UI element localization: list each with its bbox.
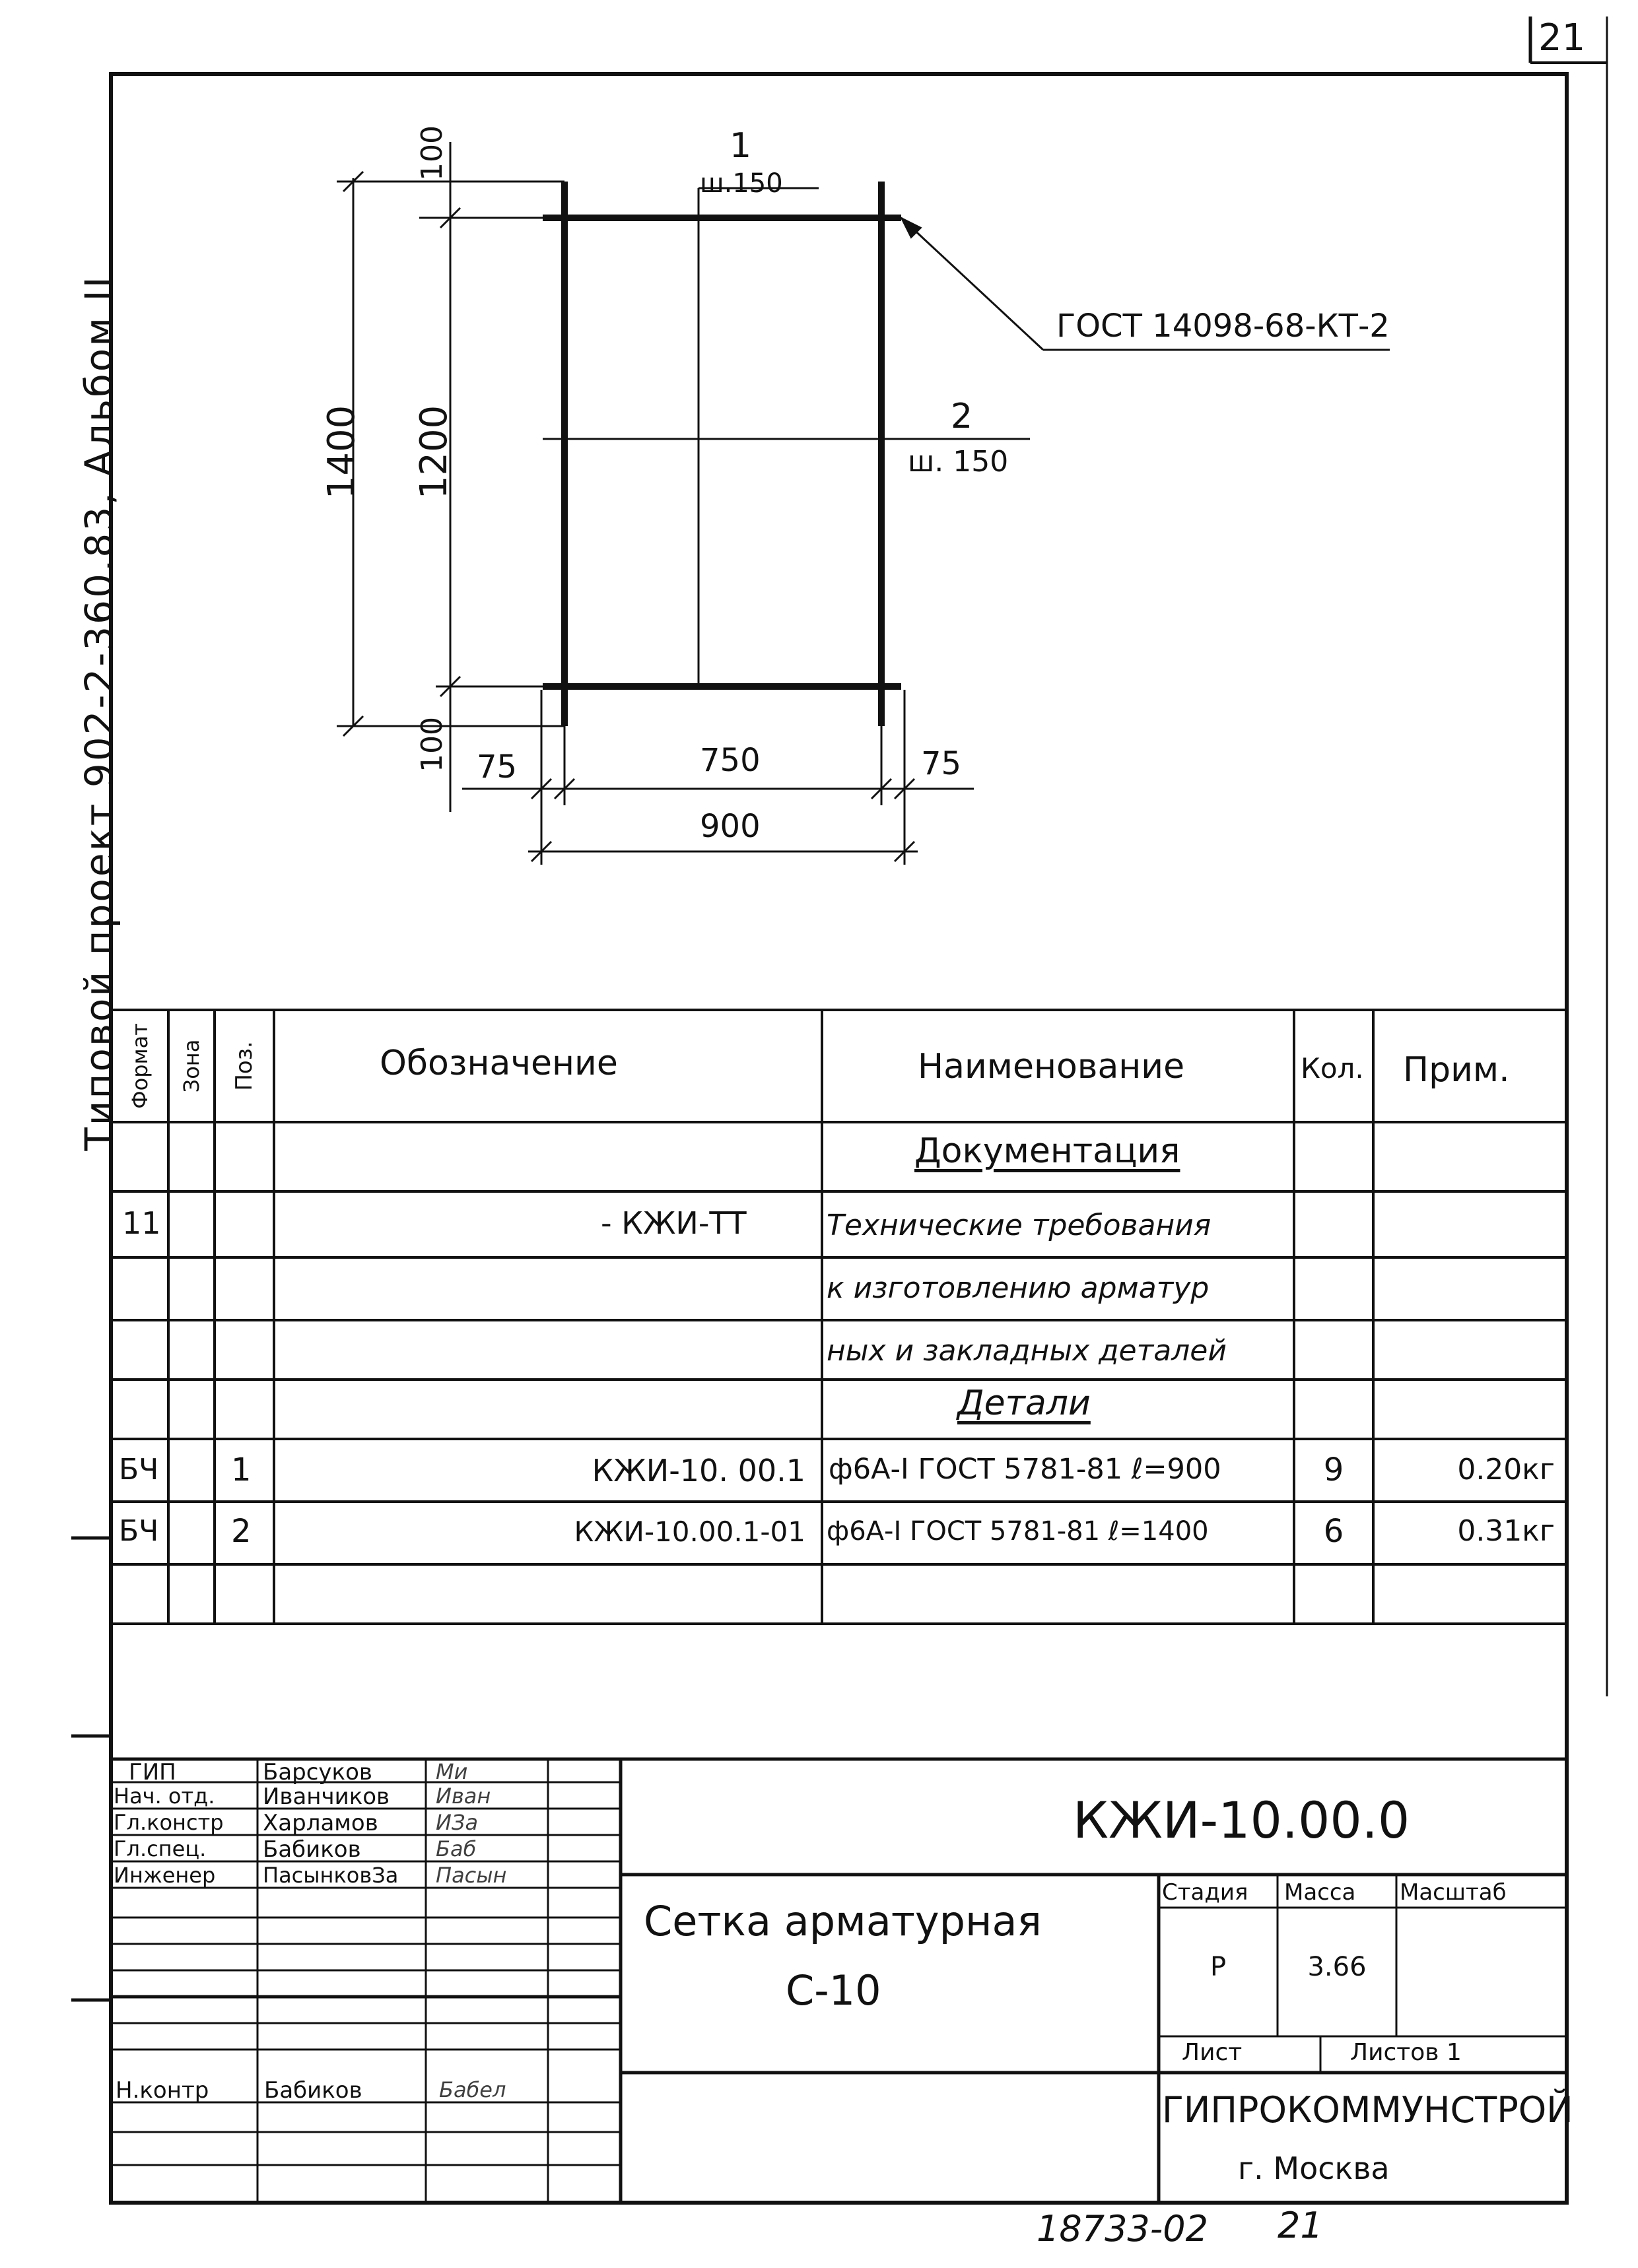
dim-left-75: 75 bbox=[477, 749, 518, 785]
header-format: Формат bbox=[127, 1023, 153, 1109]
header-zone: Зона bbox=[179, 1039, 204, 1093]
gost-label: ГОСТ 14098-68-КТ-2 bbox=[1056, 308, 1390, 345]
item-title: Сетка арматурная bbox=[644, 1897, 1042, 1945]
signature-5: Пасын bbox=[436, 1863, 507, 1888]
dim-top-100: 100 bbox=[415, 125, 449, 181]
row-1-note: 0.20кг bbox=[1457, 1453, 1555, 1486]
name-barsukov: Барсуков bbox=[263, 1759, 372, 1785]
sheets-label: Листов 1 bbox=[1350, 2039, 1462, 2066]
scale-label: Масштаб bbox=[1400, 1879, 1507, 1906]
row-1-designation: КЖИ-10. 00.1 bbox=[592, 1453, 805, 1488]
signature-2: Иван bbox=[436, 1784, 491, 1809]
name-ivanchikov: Иванчиков bbox=[263, 1784, 390, 1810]
callout-1-number: 1 bbox=[730, 126, 752, 166]
dim-750: 750 bbox=[700, 742, 761, 779]
doc-name-line-3: ных и закладных деталей bbox=[827, 1334, 1227, 1368]
document-code: КЖИ-10.00.0 bbox=[1073, 1791, 1410, 1850]
doc-format: 11 bbox=[122, 1205, 161, 1241]
doc-name-line-2: к изготовлению арматур bbox=[827, 1271, 1210, 1305]
row-2-name: ф6А-I ГОСТ 5781-81 ℓ=1400 bbox=[827, 1516, 1209, 1547]
signature-1: Ми bbox=[436, 1759, 468, 1784]
row-2-designation: КЖИ-10.00.1-01 bbox=[574, 1516, 805, 1548]
dim-1200: 1200 bbox=[413, 405, 456, 500]
name-kharlamov: Харламов bbox=[263, 1810, 378, 1836]
org-city: г. Москва bbox=[1238, 2151, 1390, 2186]
normcontrol-name: Бабиков bbox=[264, 2077, 362, 2104]
row-2-format: БЧ bbox=[119, 1514, 159, 1548]
row-1-pos: 1 bbox=[231, 1451, 252, 1488]
doc-name-line-1: Технические требования bbox=[827, 1209, 1211, 1242]
dim-900: 900 bbox=[700, 808, 761, 845]
dim-bottom-100: 100 bbox=[415, 717, 449, 772]
signature-4: Баб bbox=[436, 1836, 477, 1861]
mass-label: Масса bbox=[1284, 1879, 1356, 1906]
role-head-dept: Нач. отд. bbox=[114, 1784, 215, 1809]
signature-3: ИЗа bbox=[436, 1810, 479, 1835]
header-note: Прим. bbox=[1403, 1050, 1510, 1090]
normcontrol-signature: Бабел bbox=[439, 2077, 506, 2102]
section-documentation: Документация bbox=[914, 1131, 1180, 1171]
section-parts: Детали bbox=[957, 1384, 1091, 1423]
mass-value: 3.66 bbox=[1307, 1952, 1367, 1982]
stage-value: Р bbox=[1210, 1952, 1227, 1982]
header-pos: Поз. bbox=[231, 1041, 257, 1091]
org-name: ГИПРОКОММУНСТРОЙ bbox=[1162, 2089, 1573, 2131]
row-1-format: БЧ bbox=[119, 1453, 159, 1486]
role-chief-designer: Гл.констр bbox=[114, 1810, 224, 1835]
callout-2-number: 2 bbox=[951, 397, 973, 436]
header-designation: Обозначение bbox=[380, 1044, 618, 1083]
row-2-qty: 6 bbox=[1323, 1513, 1344, 1550]
row-2-pos: 2 bbox=[231, 1513, 252, 1550]
role-gip: ГИП bbox=[129, 1759, 176, 1785]
side-title: Типовой проект 902-2-360.83, Альбом II bbox=[77, 275, 121, 1151]
footer-page: 21 bbox=[1278, 2205, 1323, 2246]
name-babikov: Бабиков bbox=[263, 1836, 361, 1863]
header-name: Наименование bbox=[918, 1047, 1185, 1086]
dim-1400: 1400 bbox=[320, 405, 363, 500]
row-1-qty: 9 bbox=[1323, 1451, 1344, 1488]
doc-designation: - КЖИ-ТТ bbox=[601, 1205, 747, 1241]
stage-label: Стадия bbox=[1162, 1879, 1248, 1906]
header-qty: Кол. bbox=[1301, 1052, 1364, 1084]
role-engineer: Инженер bbox=[114, 1863, 216, 1888]
normcontrol-role: Н.контр bbox=[116, 2077, 209, 2104]
role-chief-specialist: Гл.спец. bbox=[114, 1836, 207, 1861]
callout-2-step: ш. 150 bbox=[908, 445, 1009, 479]
dim-right-75: 75 bbox=[921, 745, 962, 782]
callout-1-step: ш.150 bbox=[700, 168, 783, 199]
footer-code: 18733-02 bbox=[1037, 2208, 1208, 2250]
page-number: 21 bbox=[1538, 17, 1586, 59]
sheet-label: Лист bbox=[1182, 2039, 1243, 2066]
item-mark: С-10 bbox=[786, 1966, 881, 2015]
row-1-name: ф6А-I ГОСТ 5781-81 ℓ=900 bbox=[829, 1453, 1221, 1486]
row-2-note: 0.31кг bbox=[1457, 1514, 1555, 1548]
name-pasynkova: ПасынковЗа bbox=[263, 1863, 399, 1888]
